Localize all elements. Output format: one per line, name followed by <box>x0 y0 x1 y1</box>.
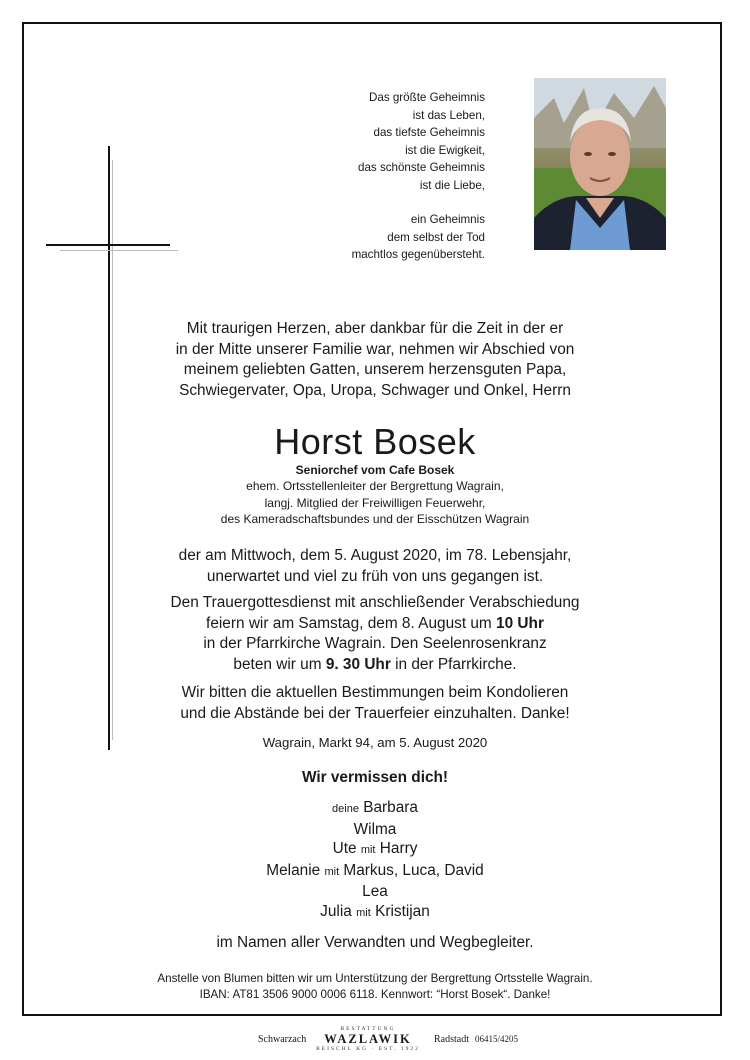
family-line: Lea <box>362 883 388 901</box>
intro-line: Schwiegervater, Opa, Uropa, Schwager und Onkel, Herrn <box>179 381 571 399</box>
service-info <box>40 593 710 675</box>
deceased-name: Horst Bosek <box>274 421 476 462</box>
family-list <box>40 798 710 924</box>
death-line: der am Mittwoch, dem 5. August 2020, im 78. Lebensjahr, <box>178 547 572 564</box>
relatives-line: im Namen aller Verwandten und Wegbegleiter. <box>216 934 534 951</box>
donation-line: IBAN: AT81 3506 9000 0006 6118. Kennwort: “Horst Bosek“. Danke! <box>199 988 551 1001</box>
intro-line: meinem geliebten Gatten, unserem herzensguten Papa, <box>183 361 567 378</box>
donation-line: Anstelle von Blumen bitten wir um Unterstützung der Bergrettung Ortsstelle Wagrain. <box>157 972 593 985</box>
intro-line: in der Mitte unserer Familie war, nehmen wir Abschied von <box>175 340 575 358</box>
rosary-time: 9. 30 Uhr <box>325 655 391 673</box>
portrait-photo <box>534 78 666 250</box>
role-line: des Kameradschaftsbundes und der Eisschützen Wagrain <box>220 512 530 526</box>
cross-horizontal-shadow <box>60 250 178 251</box>
rules-line: Wir bitten die aktuellen Bestimmungen beim Kondolieren <box>181 684 569 701</box>
service-line: in der Pfarrkirche Wagrain. Den Seelenrosenkranz <box>203 635 547 652</box>
deceased-roles <box>40 478 710 528</box>
rules-line: und die Abstände bei der Trauerfeier einzuhalten. Danke! <box>180 704 570 722</box>
poem-line: machtlos gegenübersteht. <box>351 248 485 261</box>
service-line: Den Trauergottesdienst mit anschließender Verabschiedung <box>170 594 580 611</box>
intro-text <box>40 319 710 401</box>
family-line: Julia mit Kristijan <box>320 902 430 920</box>
poem-line: Das größte Geheimnis <box>369 91 485 104</box>
poem-line: dem selbst der Tod <box>387 230 485 244</box>
deceased-subtitle: Seniorchef vom Cafe Bosek <box>295 463 455 477</box>
place-date: Wagrain, Markt 94, am 5. August 2020 <box>262 735 488 750</box>
intro-line: Mit traurigen Herzen, aber dankbar für die Zeit in der er <box>186 320 564 337</box>
service-line: beten wir um 9. 30 Uhr in der Pfarrkirche. <box>233 655 517 673</box>
poem-line: ein Geheimnis <box>410 213 485 226</box>
funeral-home-footer <box>0 1026 750 1052</box>
poem-line: das schönste Geheimnis <box>358 161 485 174</box>
rules-notice <box>40 683 710 724</box>
role-line: langj. Mitglied der Freiwilligen Feuerwehr, <box>264 495 486 510</box>
service-time: 10 Uhr <box>496 614 544 632</box>
miss-you-heading: Wir vermissen dich! <box>301 769 449 786</box>
service-line: feiern wir am Samstag, dem 8. August um 10 Uhr <box>206 614 544 632</box>
footer-location-left: Schwarzach <box>258 1034 307 1045</box>
poem <box>352 89 485 264</box>
donation-notice <box>40 971 710 1003</box>
poem-line: ist die Ewigkeit, <box>405 143 485 157</box>
role-line: ehem. Ortsstellenleiter der Bergrettung Wagrain, <box>246 479 504 493</box>
death-notice <box>40 546 710 587</box>
family-line: deine Barbara <box>332 799 418 816</box>
family-line: Melanie mit Markus, Luca, David <box>266 861 484 879</box>
family-line: Ute mit Harry <box>332 840 418 858</box>
death-line: unerwartet und viel zu früh von uns gegangen ist. <box>206 567 544 585</box>
poem-line: das tiefste Geheimnis <box>373 126 485 139</box>
cross-horizontal-bar <box>46 244 170 246</box>
funeral-home-logo: BESTATTUNG WAZLAWIK REISCHL KG · EST. 1922 <box>316 1026 420 1052</box>
family-line: Wilma <box>353 820 397 838</box>
footer-phone: 06415/4205 <box>475 1034 519 1044</box>
poem-line: ist das Leben, <box>412 108 485 122</box>
footer-location-right: Radstadt <box>434 1034 469 1045</box>
poem-line: ist die Liebe, <box>419 178 485 192</box>
